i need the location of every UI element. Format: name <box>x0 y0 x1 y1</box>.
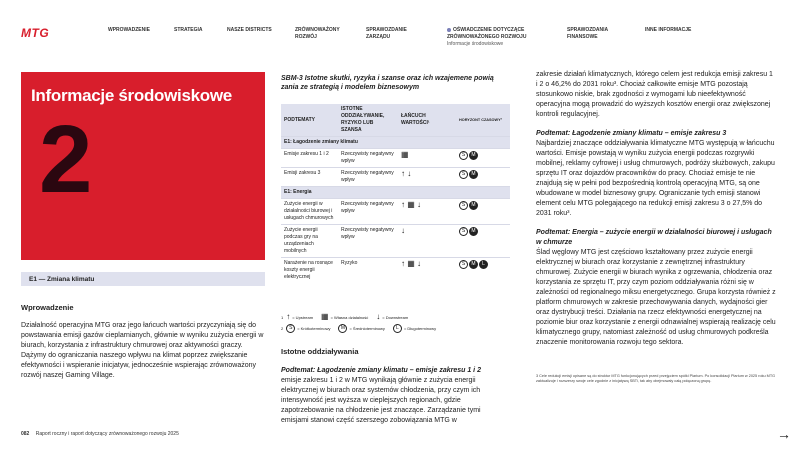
nav-item-oswiadczenie[interactable]: OŚWIADCZENIE DOTYCZĄCE ZRÓWNOWAŻONEGO ROZWOJU Informacje środowiskowe <box>447 27 527 47</box>
paragraph-body: emisje zakresu 1 i 2 w MTG wynikają głównie z zużycia energii elektrycznej w biurach oraz systemów chłodzenia, przy czym ich intensywność jest wyższa w cieplejszych regionach, gdzie zapotrzebowanie na chłodzenie jest znaczące. Zarządzanie tymi emisjami stanowi część szerszego zobowiązania MTG w <box>281 377 481 424</box>
short-term-icon: S <box>459 151 468 160</box>
table-row: Zużycie energii podczas gry na urządzeniach mobilnych Rzeczywisty negatywny wpływ ↓ S M <box>281 225 510 258</box>
value-chain-icons: ▦ <box>398 149 456 168</box>
middle-paragraph <box>281 366 510 426</box>
value-chain-icons: ↓ <box>398 225 456 258</box>
header-oddzialywanie: ISTOTNE ODDZIAŁYWANIE, RYZYKO LUB SZANSA <box>338 104 398 137</box>
table-row: Zużycie energii w działalności biurowej i usługach chmurowych Rzeczywisty negatywny wpływ ↑ ▦ ↓ S M <box>281 199 510 225</box>
time-horizon-icons <box>456 168 510 187</box>
short-term-icon: S <box>459 227 468 236</box>
page-number: 082 <box>21 431 30 437</box>
medium-term-icon: M <box>469 201 478 210</box>
medium-term-icon: M <box>469 170 478 179</box>
right-paragraph-1: zakresie działań klimatycznych, którego celem jest redukcja emisji zakresu 1 i 2 o 46,2% do 2031 roku³. Chociaż całkowite emisje MTG pozostają stosunkowo niskie, brak zgodności z wymogami lub nieefektywność operacyjna mogą prowadzić do wyższych kosztów energii oraz zwiększonej kontroli regulacyjnej. <box>536 71 773 118</box>
table-title: SBM-3 Istotne skutki, ryzyka i szanse oraz ich wzajemene powią zania ze strategią i modelem biznesowym <box>281 75 494 91</box>
value-chain-icons: ↑ ↓ <box>398 168 456 187</box>
table-row: Emisje zakresu 1 i 2 Rzeczywisty negatywny wpływ ▦ S M <box>281 149 510 168</box>
legend-medium-term: M = Średnioterminowy <box>338 324 384 333</box>
table-category-row: E1: Łagodzenie zmiany klimatu <box>281 137 510 149</box>
downstream-arrow-icon: ↓ <box>376 312 381 321</box>
legend-upstream: ↑ = Upstream <box>286 312 314 321</box>
hero-number: 2 <box>39 106 93 213</box>
medium-term-icon: M <box>469 260 478 269</box>
long-term-icon: L <box>479 260 488 269</box>
hero-title: Informacje środowiskowe <box>31 86 232 105</box>
right-paragraph-2 <box>536 129 776 219</box>
nav-subitem[interactable]: Informacje środowiskowe <box>447 41 504 47</box>
page-footer <box>21 431 179 437</box>
medium-term-icon: M <box>338 324 347 333</box>
short-term-icon: S <box>459 260 468 269</box>
footnote: 3 Cele redukcji emisji opisane są do struktur MTG funkcjonujących przed przejęciem spółki Plarium. Po konsolidacji Plarium w 2025 roku MTG zaktualizuje i rozszerzy swoje cele zgodnie z inicjatywą SBTi, tak aby obejmowały całą połączoną grupę. <box>536 374 776 383</box>
medium-term-icon: M <box>469 227 478 236</box>
section-label: E1 — Zmiana klimatu <box>21 272 265 286</box>
subheading-impacts: Istotne oddziaływania <box>281 347 359 356</box>
time-horizon-icons <box>456 199 510 225</box>
header-podtematy: PODTEMATY <box>281 104 338 137</box>
nav-item-sprawozdanie-zarzadu[interactable]: SPRAWOZDANIE ZARZĄDU <box>366 27 407 40</box>
table-row: Narażenie na rosnące koszty energii elektrycznej Ryzyko ↑ ▦ ↓ S M L <box>281 258 510 284</box>
value-chain-icons: ↑ ▦ ↓ <box>398 199 456 225</box>
time-horizon-icons <box>456 149 510 168</box>
header-lancuch: ŁAŃCUCH WARTOŚCI¹ <box>398 104 456 137</box>
time-horizon-icons <box>456 225 510 258</box>
short-term-icon: S <box>459 170 468 179</box>
right-paragraph-3 <box>536 228 776 348</box>
paragraph-body: Ślad węglowy MTG jest częściowo kształtowany przez zużycie energii elektrycznej w biurach oraz korzystanie z zewnętrznej infrastruktury chmurowej. Zużycie energii w biurach wynika z ogrzewania, chłodzenia oraz korzystania ze sprzętu IT, przy czym poziom oddziaływania różni się w zależności od regionalnego miksu energetycznego. Grupa korzysta również z platform chmurowych w zakresie przechowywania danych, wydajności gier oraz dystrybucji treści. Działania na rzecz efektywności energetycznej na poziomie biur oraz korzystanie z energii odnawialnej wspierają realizację celu klimatycznego grupy, natomiast zależność od usług chmurowych podkreśla znaczenie monitorowania rozwoju tego sektora. <box>536 249 776 346</box>
nav-item-inne-informacje[interactable]: INNE INFORMACJE <box>645 27 692 33</box>
intro-heading: Wprowadzenie <box>21 303 74 312</box>
legend-downstream: ↓ = Downstream <box>376 312 409 321</box>
footer-text: Raport roczny i raport dotyczący zrównoważonego rozwoju 2025 <box>35 431 179 437</box>
nav-item-zrownowazony-rozwoj[interactable]: ZRÓWNOWAŻONY ROZWÓJ <box>295 27 340 40</box>
medium-term-icon: M <box>469 151 478 160</box>
legend-short-term: S = Krótkoterminowy <box>286 324 330 333</box>
intro-body: Działalność operacyjna MTG oraz jego łańcuch wartości przyczyniają się do powstawania emisji gazów cieplarnianych, głównie w wyniku zużycia energii w biurach, korzystania z infrastruktury chmurowej oraz aktywności graczy. Dążymy do ograniczania naszego wpływu na klimat poprzez zwiększanie efektywności i wspieranie inicjatyw, jednocześnie wspierając zrównoważony rozwój naszej Gaming Village. <box>21 322 264 379</box>
nav-item-sprawozdania-finansowe[interactable]: SPRAWOZDANIA FINANSOWE <box>567 27 608 40</box>
nav-item-nasze-districts[interactable]: NASZE DISTRICTS <box>227 27 272 33</box>
mtg-logo[interactable]: MTG <box>21 26 50 40</box>
paragraph-title: Podtemat: Energia – zużycie energii w działalności biurowej i usługach w chmurze <box>536 229 772 246</box>
building-icon: ▦ <box>321 312 329 321</box>
paragraph-body: Najbardziej znaczące oddziaływania klimatyczne MTG występują w łańcuchu wartości. Emisje powstają w wyniku zużycia energii podczas rozgrywki mobilnej, reklamy cyfrowej i usług chmurowych, podróży służbowych, zakupu sprzętu IT oraz dojazdów pracowników do pracy. Chociaż emisje te nie znajdują się w pełni pod bezpośrednią kontrolą operacyjną MTG, są one wbudowane w model biznesowy grupy. Ograniczanie tych emisji stanowi element celu MTG polegającego na redukcji emisji zakresu 3 o 27,5% do 2031 roku³. <box>536 140 775 217</box>
nav-item-strategia[interactable]: STRATEGIA <box>174 27 203 33</box>
short-term-icon: S <box>459 201 468 210</box>
nav-item-wprowadzenie[interactable]: WPROWADZENIE <box>108 27 150 33</box>
legend-long-term: L = Długoterminowy <box>393 324 436 333</box>
table-legend: 1 ↑ = Upstream ▦ = Własna działalność ↓ = Downstream 2 S = Krótkoterminowy M = Średnioterminowy L = Długoterminowy <box>281 312 437 331</box>
table-category-row: E1: Energia <box>281 187 510 199</box>
hero-panel <box>21 72 265 260</box>
header-horyzont: HORYZONT CZASOWY² <box>456 104 510 137</box>
value-chain-icons: ↑ ▦ ↓ <box>398 258 456 284</box>
time-horizon-icons <box>456 258 510 284</box>
right-column <box>536 70 776 357</box>
sbm-table <box>281 104 510 283</box>
paragraph-title: Podtemat: Łagodzenie zmiany klimatu – emisje zakresu 1 i 2 <box>281 367 481 374</box>
paragraph-title: Podtemat: Łagodzenie zmiany klimatu – emisje zakresu 3 <box>536 130 727 137</box>
short-term-icon: S <box>286 324 295 333</box>
upstream-arrow-icon: ↑ <box>286 312 291 321</box>
legend-own-operations: ▦ = Własna działalność <box>321 312 369 321</box>
active-dot-icon <box>447 28 451 32</box>
long-term-icon: L <box>393 324 402 333</box>
table-header-row <box>281 104 510 137</box>
next-page-arrow-icon[interactable]: → <box>777 426 791 442</box>
table-row: Emisji zakresu 3 Rzeczywisty negatywny wpływ ↑ ↓ S M <box>281 168 510 187</box>
